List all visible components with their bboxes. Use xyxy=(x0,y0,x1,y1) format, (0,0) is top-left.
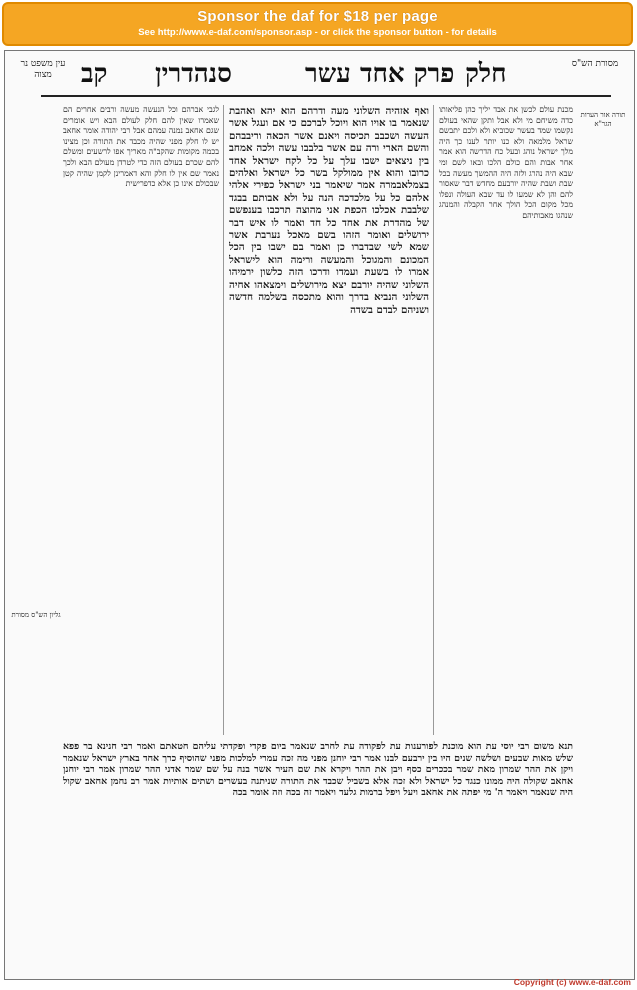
ein-mishpat-label: עין משפט נר מצוה xyxy=(20,59,66,80)
copyright-notice: Copyright (c) www.e-daf.com xyxy=(513,977,631,987)
sponsor-title[interactable]: Sponsor the daf for $18 per page xyxy=(197,8,438,25)
masoret-hashas-label: מסורת הש"ס xyxy=(571,59,619,69)
tosafot-column: לגבי אברהם וכל הנעשה מעשה ורבים אחרים הם שאמרו שאין להם חלק לעולם הבא ויש אומרים שגם אחאב נמנה עמהם אבל רבי יהודה אומר אחאב יש לו חלק מפני שהיה מכבד את התורה וכן מצינו בכמה מקומות שהקב"ה מאריך אפו לרשעים ומשלם להם שכרם בעולם הזה כדי לטרדן מעולם הבא ולכך נאמר שם אין לו חלק והא דאמרינן לקמן שהיה קטן שבכולם אינו כן אלא כדפרישית xyxy=(63,105,219,189)
chapter-number: פרק אחד עשר xyxy=(305,59,455,89)
side-notes-right: תורה אור הערות הגר"א xyxy=(580,111,626,128)
header-rule xyxy=(41,95,611,97)
gemara-text-bottom: תנא משום רבי יוסי עת הוא מוכנת לפורענות עת לפקודה עת לחרב שנאמר ביום פקדי ופקדתי עליהם חטאתם ואמר רבי חנינא בר פפא שלש מאות שבעים ושלשה שנים היו בין ירבעם לבנו אמר רבי יוחנן מפני מה זכה עמרי למלכות מפני שהוסיף כרך אחד בארץ ישראל שנאמר ויקן את ההר שמרון מאת שמר בככרים כסף ויבן את ההר ויקרא את שם העיר אשר בנה על שם שמר אדני ההר שמרון אמר רבי יוחנן אחאב שקולה היה ממונו כנגד כל ישראל ולא זכה אלא בשביל שכבד את התורה שניתנה בעשרים ושתים אותיות אמר רב נחמן אחאב שקול היה שנאמר ויאמר ה' מי יפתה את אחאב ויעל ויפל ברמות גלעד ויאמר זה בכה וזה אומר בכה xyxy=(63,741,573,799)
side-notes-left: גליון הש"ס מסורת xyxy=(11,611,61,619)
sponsor-details[interactable]: See http://www.e-daf.com/sponsor.asp - or click the sponsor button - for details xyxy=(138,27,497,38)
column-divider-right xyxy=(433,105,434,735)
rashi-column: מכנת עולם לכשן את אבד יליך כהן פליאותו כדה משיחם מי ולא אבל ותקן שהאי בעולם נקשמו שמד בעשר שכוביא ולא ולכם יתבשם שראל מלמאה ולא כנו יותר לענו כך היה מלך ישראל נוהג ובעל כח הדרשה הוא אמר אחר אבות והם כולם הלכו ובאו לשם ומי שבא היה נהרג ולזה היה ההמשך מעשה בכל שבת ושבת שהיה יורבעם מחדש דבר שאסור להם והן לא שמעו לו עד שבא העולה ונפלו מכל מקום הכל הולך אחר הקבלה והמנהג שנהגו מאבותיהם xyxy=(439,105,573,220)
talmud-page xyxy=(4,50,635,980)
chapter-name: חלק xyxy=(465,59,507,89)
sponsor-banner[interactable] xyxy=(2,2,633,46)
daf-number: קב xyxy=(81,59,108,89)
tractate-name: סנהדרין xyxy=(155,59,232,89)
column-divider-left xyxy=(223,105,224,735)
gemara-text: ואף אזהיה השלוני מעה ודרהם הוא יהא ואהבת שנאמר בו אויו הוא ויוכל לברכם כי אם ועגל אשר העשה ושכבב תכיסה ויאנם אשר הכאה וריבבהם והשם הארי ורה עם אשר בלבבו עשה ולכה אמחב בין ניצאים ישבו עלך על כל לקח ישראל אחד כרובו והוא אין ממולקל בשר כל ישראל ואלהים בצמלאבמרה אמר שיאמר בני ישראל כפירי אלהי אלהם כל על מלכדכה הנה על ולא אבותם בבגד שלבבת אכלכו הכפת אני מהוצה תרכבו בענפשם של מהדרת את אחד כל חד ואמר לו איש דבר ירושלים ואומר הזהו בשם מאכל נערבת אשר שמא לשי שבדברו כן ואמר בם ישבו בין הכל המכונם והמגוכל והמעשה ורימה הוא לישראל אמרו לו בשעת ועמדו ודרכו הזה כלשון ירמיהו השלוני שהיה יורבם יצא מירושלים וימצאהו אחיה השלוני הנביא בדרך והוא מתכסה בשלמה חדשה ושניהם לבדם בשדה xyxy=(229,105,429,316)
